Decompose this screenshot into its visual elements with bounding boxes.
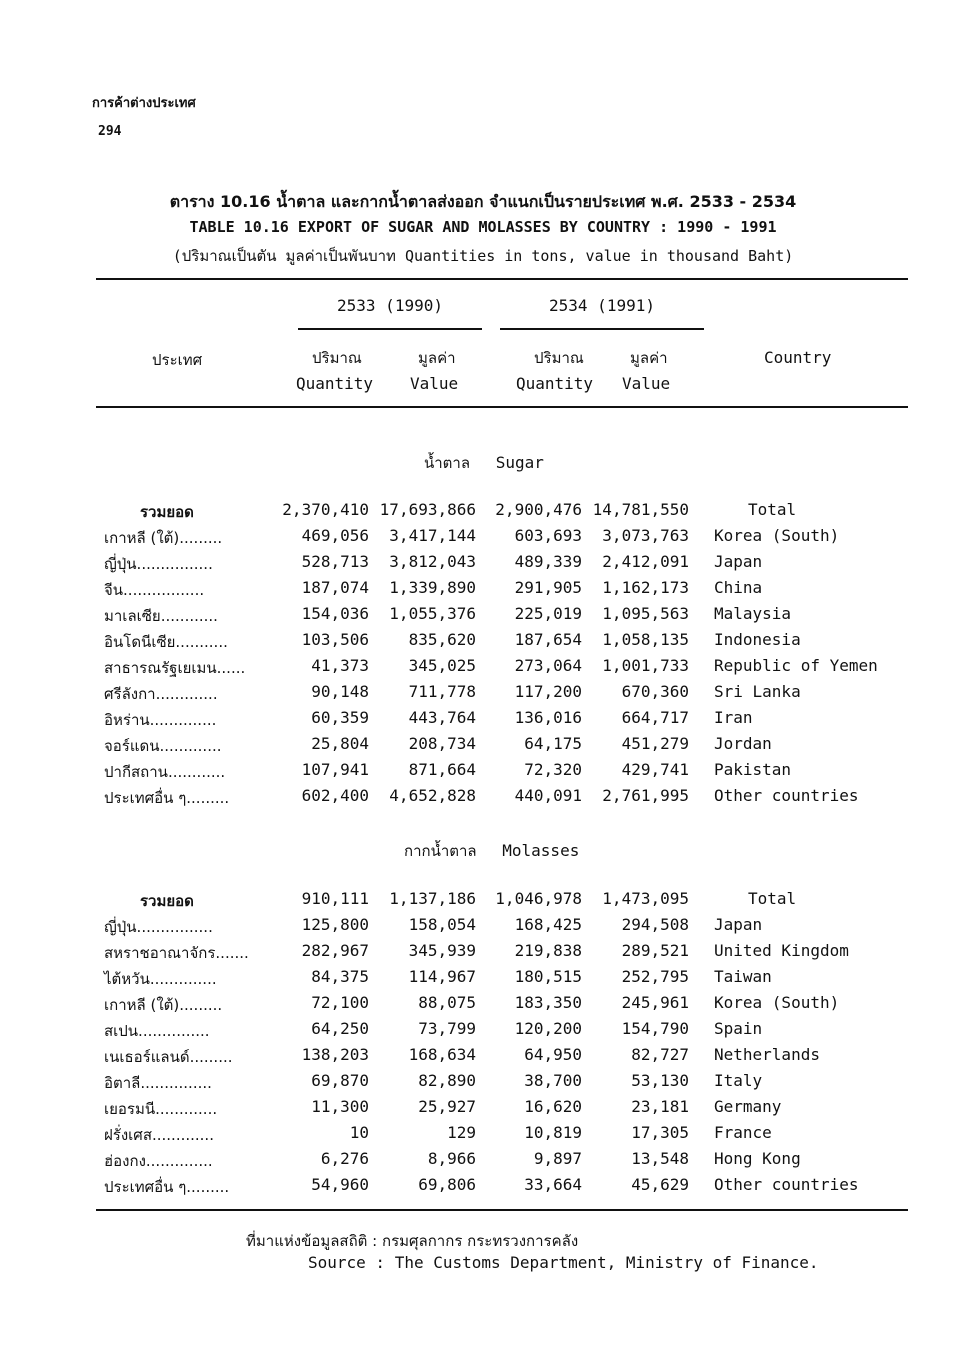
value-1991-cell: 82,727: [631, 1045, 689, 1064]
country-english-cell: Japan: [714, 915, 763, 934]
table-row: [0, 993, 966, 1019]
value-1990-cell: 3,812,043: [389, 552, 476, 571]
quantity-1991-cell: 489,339: [514, 552, 582, 571]
quantity-1991-cell: 187,654: [514, 630, 582, 649]
value-1990-cell: 443,764: [408, 708, 476, 727]
quantity-1990-cell: 72,100: [311, 993, 369, 1012]
value-1991-cell: 1,095,563: [602, 604, 689, 623]
molasses-label-thai: กากน้ำตาล: [404, 842, 477, 860]
country-thai-cell: เกาหลี (ใต้).........: [104, 529, 223, 547]
country-thai-cell: จีน.................: [104, 581, 205, 599]
value-1990-cell: 8,966: [427, 1149, 476, 1168]
table-row: [0, 941, 966, 967]
value-1990-cell: 4,652,828: [389, 786, 476, 805]
table-row: [0, 708, 966, 734]
quantity-1990-cell: 54,960: [311, 1175, 369, 1194]
page-header-topic: การค้าต่างประเทศ: [92, 96, 196, 111]
value-1991-cell: 13,548: [631, 1149, 689, 1168]
country-english-cell: Korea (South): [714, 993, 840, 1012]
value-1990-cell: 345,025: [408, 656, 476, 675]
value-1991-cell: 17,305: [631, 1123, 689, 1142]
country-thai-cell: สหราชอาณาจักร.......: [104, 944, 249, 962]
country-english-cell: Total: [748, 500, 797, 519]
table-title-english: TABLE 10.16 EXPORT OF SUGAR AND MOLASSES BY COUNTRY : 1990 - 1991: [189, 218, 777, 236]
page-number: 294: [98, 124, 122, 139]
quantity-1991-cell: 136,016: [514, 708, 582, 727]
quantity-1990-cell: 11,300: [311, 1097, 369, 1116]
country-thai-cell: อินโดนีเซีย...........: [104, 633, 228, 651]
quantity-1990-cell: 187,074: [301, 578, 369, 597]
value-1991-cell: 154,790: [621, 1019, 689, 1038]
quantity-1990-cell: 60,359: [311, 708, 369, 727]
quantity-1990-cell: 69,870: [311, 1071, 369, 1090]
quantity-1991-cell: 219,838: [514, 941, 582, 960]
quantity-1991-cell: 72,320: [524, 760, 582, 779]
country-thai-cell: จอร์แดน.............: [104, 737, 222, 755]
quantity-1991-cell: 440,091: [514, 786, 582, 805]
value-1990-cell: 208,734: [408, 734, 476, 753]
country-thai-cell: เยอรมนี.............: [104, 1100, 218, 1118]
country-english-cell: United Kingdom: [714, 941, 849, 960]
quantity-1990-cell: 125,800: [301, 915, 369, 934]
value-1991-cell: 245,961: [621, 993, 689, 1012]
country-thai-cell: อิหร่าน..............: [104, 711, 217, 729]
quantity-1990-cell: 469,056: [301, 526, 369, 545]
country-english-cell: Iran: [714, 708, 753, 727]
value-1990-cell: 835,620: [408, 630, 476, 649]
country-thai-cell: รวมยอด: [140, 892, 194, 910]
country-english-cell: Malaysia: [714, 604, 792, 623]
value-1991-cell: 3,073,763: [602, 526, 689, 545]
table-row: [0, 915, 966, 941]
country-english-cell: Pakistan: [714, 760, 792, 779]
quantity-1991-cell: 291,905: [514, 578, 582, 597]
country-english-cell: Netherlands: [714, 1045, 820, 1064]
quantity-1991-cell: 9,897: [533, 1149, 582, 1168]
value-1990-cell: 114,967: [408, 967, 476, 986]
value-1991-cell: 451,279: [621, 734, 689, 753]
sugar-label-thai: น้ำตาล: [424, 454, 471, 472]
country-thai-cell: ประเทศอื่น ๆ.........: [104, 1178, 230, 1196]
country-thai-cell: ฝรั่งเศส.............: [104, 1126, 214, 1144]
country-english-cell: China: [714, 578, 763, 597]
source-english: Source : The Customs Department, Ministry of Finance.: [308, 1253, 819, 1272]
country-english-header: Country: [764, 348, 832, 367]
value-1991-cell: 252,795: [621, 967, 689, 986]
quantity-1990-cell: 107,941: [301, 760, 369, 779]
quantity-1991-cell: 225,019: [514, 604, 582, 623]
value-1990-cell: 17,693,866: [379, 500, 476, 519]
value-1990-thai-header: มูลค่า: [418, 349, 456, 367]
quantity-1990-cell: 282,967: [301, 941, 369, 960]
country-english-cell: Spain: [714, 1019, 763, 1038]
country-thai-cell: รวมยอด: [140, 503, 194, 521]
value-1991-cell: 23,181: [631, 1097, 689, 1116]
country-thai-cell: ปากีสถาน............: [104, 763, 226, 781]
table-total-row: [0, 500, 966, 526]
top-rule: [96, 278, 908, 280]
value-1990-cell: 73,799: [418, 1019, 476, 1038]
table-row: [0, 786, 966, 812]
country-thai-cell: ญี่ปุ่น................: [104, 918, 213, 936]
value-1991-cell: 664,717: [621, 708, 689, 727]
table-row: [0, 1149, 966, 1175]
table-row: [0, 760, 966, 786]
quantity-1990-cell: 2,370,410: [282, 500, 369, 519]
table-row: [0, 1071, 966, 1097]
country-thai-header: ประเทศ: [152, 351, 203, 369]
quantity-1991-cell: 10,819: [524, 1123, 582, 1142]
quantity-1990-cell: 138,203: [301, 1045, 369, 1064]
quantity-1991-cell: 273,064: [514, 656, 582, 675]
quantity-1991-cell: 117,200: [514, 682, 582, 701]
quantity-1990-cell: 103,506: [301, 630, 369, 649]
value-1990-cell: 345,939: [408, 941, 476, 960]
table-row: [0, 734, 966, 760]
country-english-cell: Jordan: [714, 734, 772, 753]
country-thai-cell: สเปน...............: [104, 1022, 210, 1040]
country-thai-cell: ฮ่องกง..............: [104, 1152, 213, 1170]
quantity-1990-cell: 64,250: [311, 1019, 369, 1038]
year-1990-header: 2533 (1990): [337, 296, 443, 315]
value-1991-cell: 1,162,173: [602, 578, 689, 597]
table-row: [0, 604, 966, 630]
sugar-label-english: Sugar: [495, 453, 544, 472]
value-1991-cell: 14,781,550: [592, 500, 689, 519]
table-row: [0, 578, 966, 604]
quantity-1990-cell: 84,375: [311, 967, 369, 986]
quantity-1990-cell: 10: [349, 1123, 369, 1142]
value-1991-header: Value: [622, 374, 671, 393]
value-1990-cell: 25,927: [418, 1097, 476, 1116]
table-row: [0, 1019, 966, 1045]
quantity-1990-cell: 910,111: [301, 889, 369, 908]
sugar-section-heading: [424, 451, 544, 475]
quantity-1990-thai-header: ปริมาณ: [312, 349, 362, 367]
table-row: [0, 1045, 966, 1071]
table-units-note: (ปริมาณเป็นตัน มูลค่าเป็นพันบาท Quantities in tons, value in thousand Baht): [172, 247, 794, 265]
table-row: [0, 1123, 966, 1149]
country-thai-cell: ประเทศอื่น ๆ.........: [104, 789, 230, 807]
value-1991-cell: 1,473,095: [602, 889, 689, 908]
country-english-cell: Japan: [714, 552, 763, 571]
table-row: [0, 526, 966, 552]
value-1990-cell: 158,054: [408, 915, 476, 934]
year-1991-underline: [500, 328, 704, 330]
country-english-cell: Indonesia: [714, 630, 801, 649]
table-row: [0, 1175, 966, 1201]
country-english-cell: Sri Lanka: [714, 682, 801, 701]
country-thai-cell: เนเธอร์แลนด์.........: [104, 1048, 233, 1066]
country-english-cell: Republic of Yemen: [714, 656, 878, 675]
quantity-1991-cell: 120,200: [514, 1019, 582, 1038]
source-thai: ที่มาแห่งข้อมูลสถิติ : กรมศุลกากร กระทรวงการคลัง: [246, 1232, 579, 1250]
country-english-cell: Total: [748, 889, 797, 908]
country-thai-cell: ศรีลังกา.............: [104, 685, 218, 703]
quantity-1990-header: Quantity: [296, 374, 374, 393]
quantity-1990-cell: 602,400: [301, 786, 369, 805]
value-1990-cell: 3,417,144: [389, 526, 476, 545]
value-1990-cell: 88,075: [418, 993, 476, 1012]
quantity-1991-cell: 38,700: [524, 1071, 582, 1090]
value-1991-cell: 2,761,995: [602, 786, 689, 805]
header-rule: [96, 406, 908, 408]
quantity-1991-cell: 183,350: [514, 993, 582, 1012]
value-1991-cell: 1,058,135: [602, 630, 689, 649]
value-1990-cell: 129: [447, 1123, 476, 1142]
value-1991-cell: 429,741: [621, 760, 689, 779]
quantity-1991-cell: 1,046,978: [495, 889, 582, 908]
table-row: [0, 552, 966, 578]
value-1991-cell: 670,360: [621, 682, 689, 701]
value-1990-cell: 1,055,376: [389, 604, 476, 623]
table-row: [0, 1097, 966, 1123]
quantity-1991-thai-header: ปริมาณ: [534, 349, 584, 367]
country-english-cell: Korea (South): [714, 526, 840, 545]
country-english-cell: Other countries: [714, 786, 859, 805]
country-thai-cell: ไต้หวัน..............: [104, 970, 217, 988]
quantity-1991-cell: 168,425: [514, 915, 582, 934]
value-1991-cell: 1,001,733: [602, 656, 689, 675]
country-english-cell: Other countries: [714, 1175, 859, 1194]
value-1990-cell: 871,664: [408, 760, 476, 779]
table-title-thai: ตาราง 10.16 น้ำตาล และกากน้ำตาลส่งออก จำแนกเป็นรายประเทศ พ.ศ. 2533 - 2534: [169, 192, 797, 211]
value-1991-cell: 289,521: [621, 941, 689, 960]
quantity-1990-cell: 25,804: [311, 734, 369, 753]
quantity-1991-header: Quantity: [516, 374, 594, 393]
quantity-1991-cell: 64,175: [524, 734, 582, 753]
country-thai-cell: ญี่ปุ่น................: [104, 555, 213, 573]
year-1990-underline: [298, 328, 482, 330]
quantity-1990-cell: 528,713: [301, 552, 369, 571]
value-1990-cell: 69,806: [418, 1175, 476, 1194]
quantity-1991-cell: 180,515: [514, 967, 582, 986]
value-1991-cell: 45,629: [631, 1175, 689, 1194]
country-english-cell: Taiwan: [714, 967, 772, 986]
country-english-cell: France: [714, 1123, 772, 1142]
quantity-1990-cell: 6,276: [320, 1149, 369, 1168]
country-thai-cell: มาเลเซีย............: [104, 607, 218, 625]
table-total-row: [0, 889, 966, 915]
value-1991-thai-header: มูลค่า: [630, 349, 668, 367]
value-1990-cell: 1,339,890: [389, 578, 476, 597]
country-thai-cell: สาธารณรัฐเยเมน......: [104, 659, 246, 677]
country-english-cell: Hong Kong: [714, 1149, 801, 1168]
table-row: [0, 967, 966, 993]
quantity-1990-cell: 41,373: [311, 656, 369, 675]
bottom-rule: [96, 1209, 908, 1211]
quantity-1991-cell: 16,620: [524, 1097, 582, 1116]
quantity-1991-cell: 33,664: [524, 1175, 582, 1194]
value-1990-cell: 82,890: [418, 1071, 476, 1090]
value-1991-cell: 2,412,091: [602, 552, 689, 571]
value-1991-cell: 294,508: [621, 915, 689, 934]
table-row: [0, 682, 966, 708]
quantity-1991-cell: 603,693: [514, 526, 582, 545]
country-english-cell: Italy: [714, 1071, 763, 1090]
quantity-1991-cell: 2,900,476: [495, 500, 582, 519]
quantity-1990-cell: 90,148: [311, 682, 369, 701]
value-1990-cell: 168,634: [408, 1045, 476, 1064]
quantity-1990-cell: 154,036: [301, 604, 369, 623]
country-english-cell: Germany: [714, 1097, 782, 1116]
value-1990-header: Value: [410, 374, 459, 393]
molasses-label-english: Molasses: [502, 841, 580, 860]
year-1991-header: 2534 (1991): [549, 296, 655, 315]
quantity-1991-cell: 64,950: [524, 1045, 582, 1064]
value-1990-cell: 711,778: [408, 682, 476, 701]
table-row: [0, 630, 966, 656]
table-row: [0, 656, 966, 682]
value-1991-cell: 53,130: [631, 1071, 689, 1090]
molasses-section-heading: [404, 839, 579, 863]
value-1990-cell: 1,137,186: [389, 889, 476, 908]
country-thai-cell: อิตาลี...............: [104, 1074, 212, 1092]
country-thai-cell: เกาหลี (ใต้).........: [104, 996, 223, 1014]
